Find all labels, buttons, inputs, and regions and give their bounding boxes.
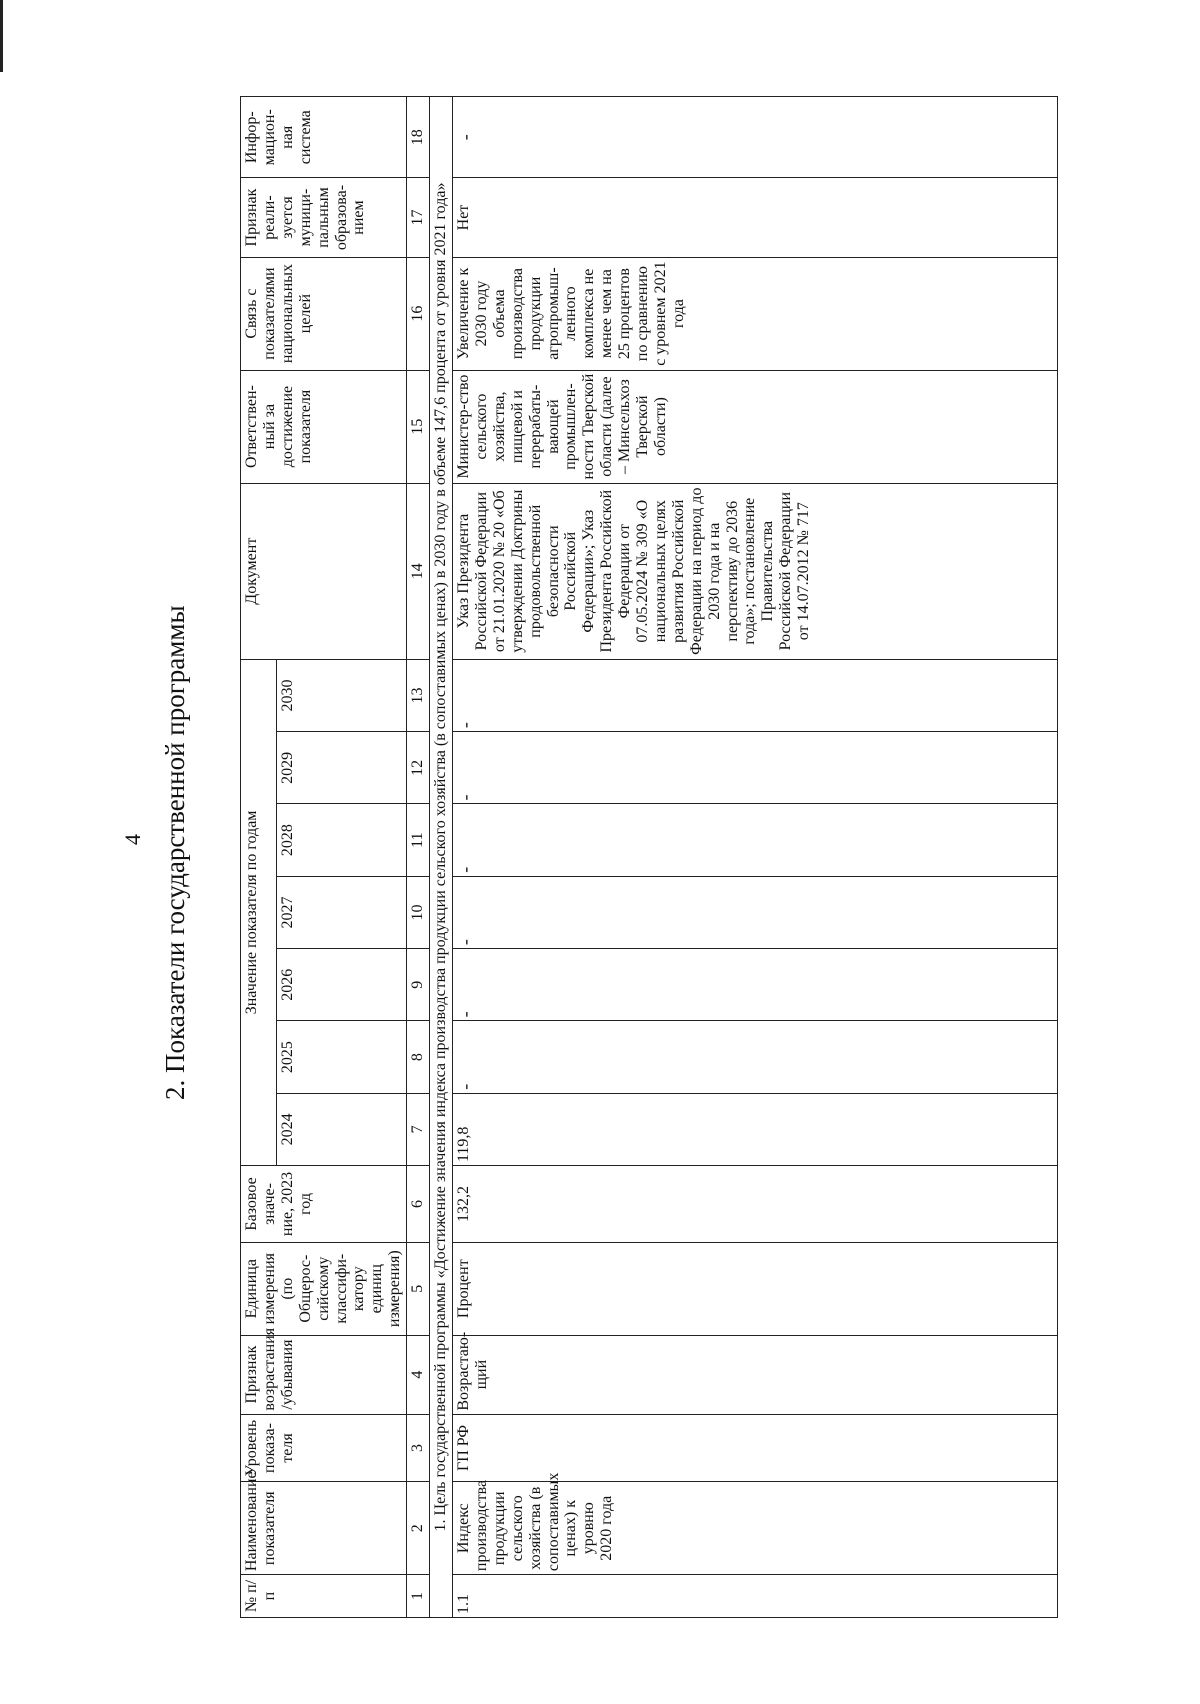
row-value-2027: - (452, 876, 1057, 948)
row-value-2026: - (452, 949, 1057, 1021)
indicators-table-container (240, 96, 1092, 1618)
column-number: 17 (407, 178, 430, 257)
goal-row (430, 97, 453, 1618)
row-value-2028: - (452, 804, 1057, 876)
row-level: ГП РФ (452, 1414, 1057, 1482)
column-number: 4 (407, 1335, 430, 1414)
header-name: Наименование показателя (241, 1482, 407, 1575)
row-name: Индекс производства продукции сельского хозяйства (в сопоставимых ценах) к уровню 2020 года (452, 1482, 1057, 1575)
header-year-2030: 2030 (277, 659, 407, 731)
row-unit: Процент (452, 1242, 1057, 1335)
row-responsible: Министер-ство сельского хозяйства, пищевой и перерабаты-вающей промышлен-ности Тверской области (далее – Минсельхоз Тверской области) (452, 370, 1057, 483)
column-number: 15 (407, 370, 430, 483)
header-responsible: Ответствен-ный за достижение показателя (241, 370, 407, 483)
header-info-system: Инфор-мацион-ная система (241, 97, 407, 178)
section-title: 2. Показатели государственной программы (160, 605, 190, 1100)
column-number: 5 (407, 1242, 430, 1335)
row-national-goal-link: Увеличение к 2030 году объема производства продукции агропромыш-ленного комплекса не менее чем на 25 процентов по сравнению с уровнем 2021 года (452, 257, 1057, 370)
header-base: Базовое значе-ние, 2023 год (241, 1166, 407, 1243)
page-number: 4 (120, 834, 145, 845)
header-unit: Единица измерения (по Общерос-сийскому классифи-катору единиц измерения) (241, 1242, 407, 1335)
header-year-2028: 2028 (277, 804, 407, 876)
column-number: 14 (407, 483, 430, 659)
column-number: 3 (407, 1414, 430, 1482)
row-value-2024: 119,8 (452, 1093, 1057, 1165)
row-value-2029: - (452, 732, 1057, 804)
header-link: Связь с показателями национальных целей (241, 257, 407, 370)
row-no: 1.1 (452, 1575, 1057, 1618)
column-number: 9 (407, 949, 430, 1021)
header-values-group: Значение показателя по годам (241, 659, 277, 1165)
header-municipal: Признак реали-зуется муници-пальным образова-нием (241, 178, 407, 257)
column-number: 6 (407, 1166, 430, 1243)
header-year-2029: 2029 (277, 732, 407, 804)
row-info-system: - (452, 97, 1057, 178)
header-year-2026: 2026 (277, 949, 407, 1021)
column-number: 10 (407, 876, 430, 948)
header-year-2027: 2027 (277, 876, 407, 948)
indicators-table (240, 96, 1058, 1618)
header-no: № п/п (241, 1575, 407, 1618)
table-row (452, 97, 1057, 1618)
column-number: 1 (407, 1575, 430, 1618)
row-document: Указ Президента Российской Федерации от 21.01.2020 № 20 «Об утверждении Доктрины продовольственной безопасности Российской Федерации»; Указ Президента Российской Федерации от 07.05.2024 № 309 «О национальных целях развития Российской Федерации на период до 2030 года и на перспективу до 2036 года»; постановление Правительства Российской Федерации от 14.07.2012 № 717 (452, 483, 1057, 659)
column-number-row (407, 97, 430, 1618)
row-value-2025: - (452, 1021, 1057, 1093)
row-base-value: 132,2 (452, 1166, 1057, 1243)
column-number: 18 (407, 97, 430, 178)
header-document: Документ (241, 483, 407, 659)
row-value-2030: - (452, 659, 1057, 731)
column-number: 16 (407, 257, 430, 370)
row-direction: Возрастаю-щий (452, 1335, 1057, 1414)
row-municipal-flag: Нет (452, 178, 1057, 257)
column-number: 7 (407, 1093, 430, 1165)
header-year-2024: 2024 (277, 1093, 407, 1165)
column-number: 13 (407, 659, 430, 731)
header-level: Уровень показа-теля (241, 1414, 407, 1482)
column-number: 12 (407, 732, 430, 804)
column-number: 11 (407, 804, 430, 876)
column-number: 8 (407, 1021, 430, 1093)
column-number: 2 (407, 1482, 430, 1575)
header-direction: Признак возрастания /убывания (241, 1335, 407, 1414)
header-year-2025: 2025 (277, 1021, 407, 1093)
scan-edge-mark (0, 0, 3, 72)
goal-text: 1. Цель государственной программы «Достижение значения индекса производства продукции сельского хозяйства (в сопоставимых ценах) в 2030 году в объеме 147,6 процента от уровня 2021 года» (430, 97, 453, 1618)
